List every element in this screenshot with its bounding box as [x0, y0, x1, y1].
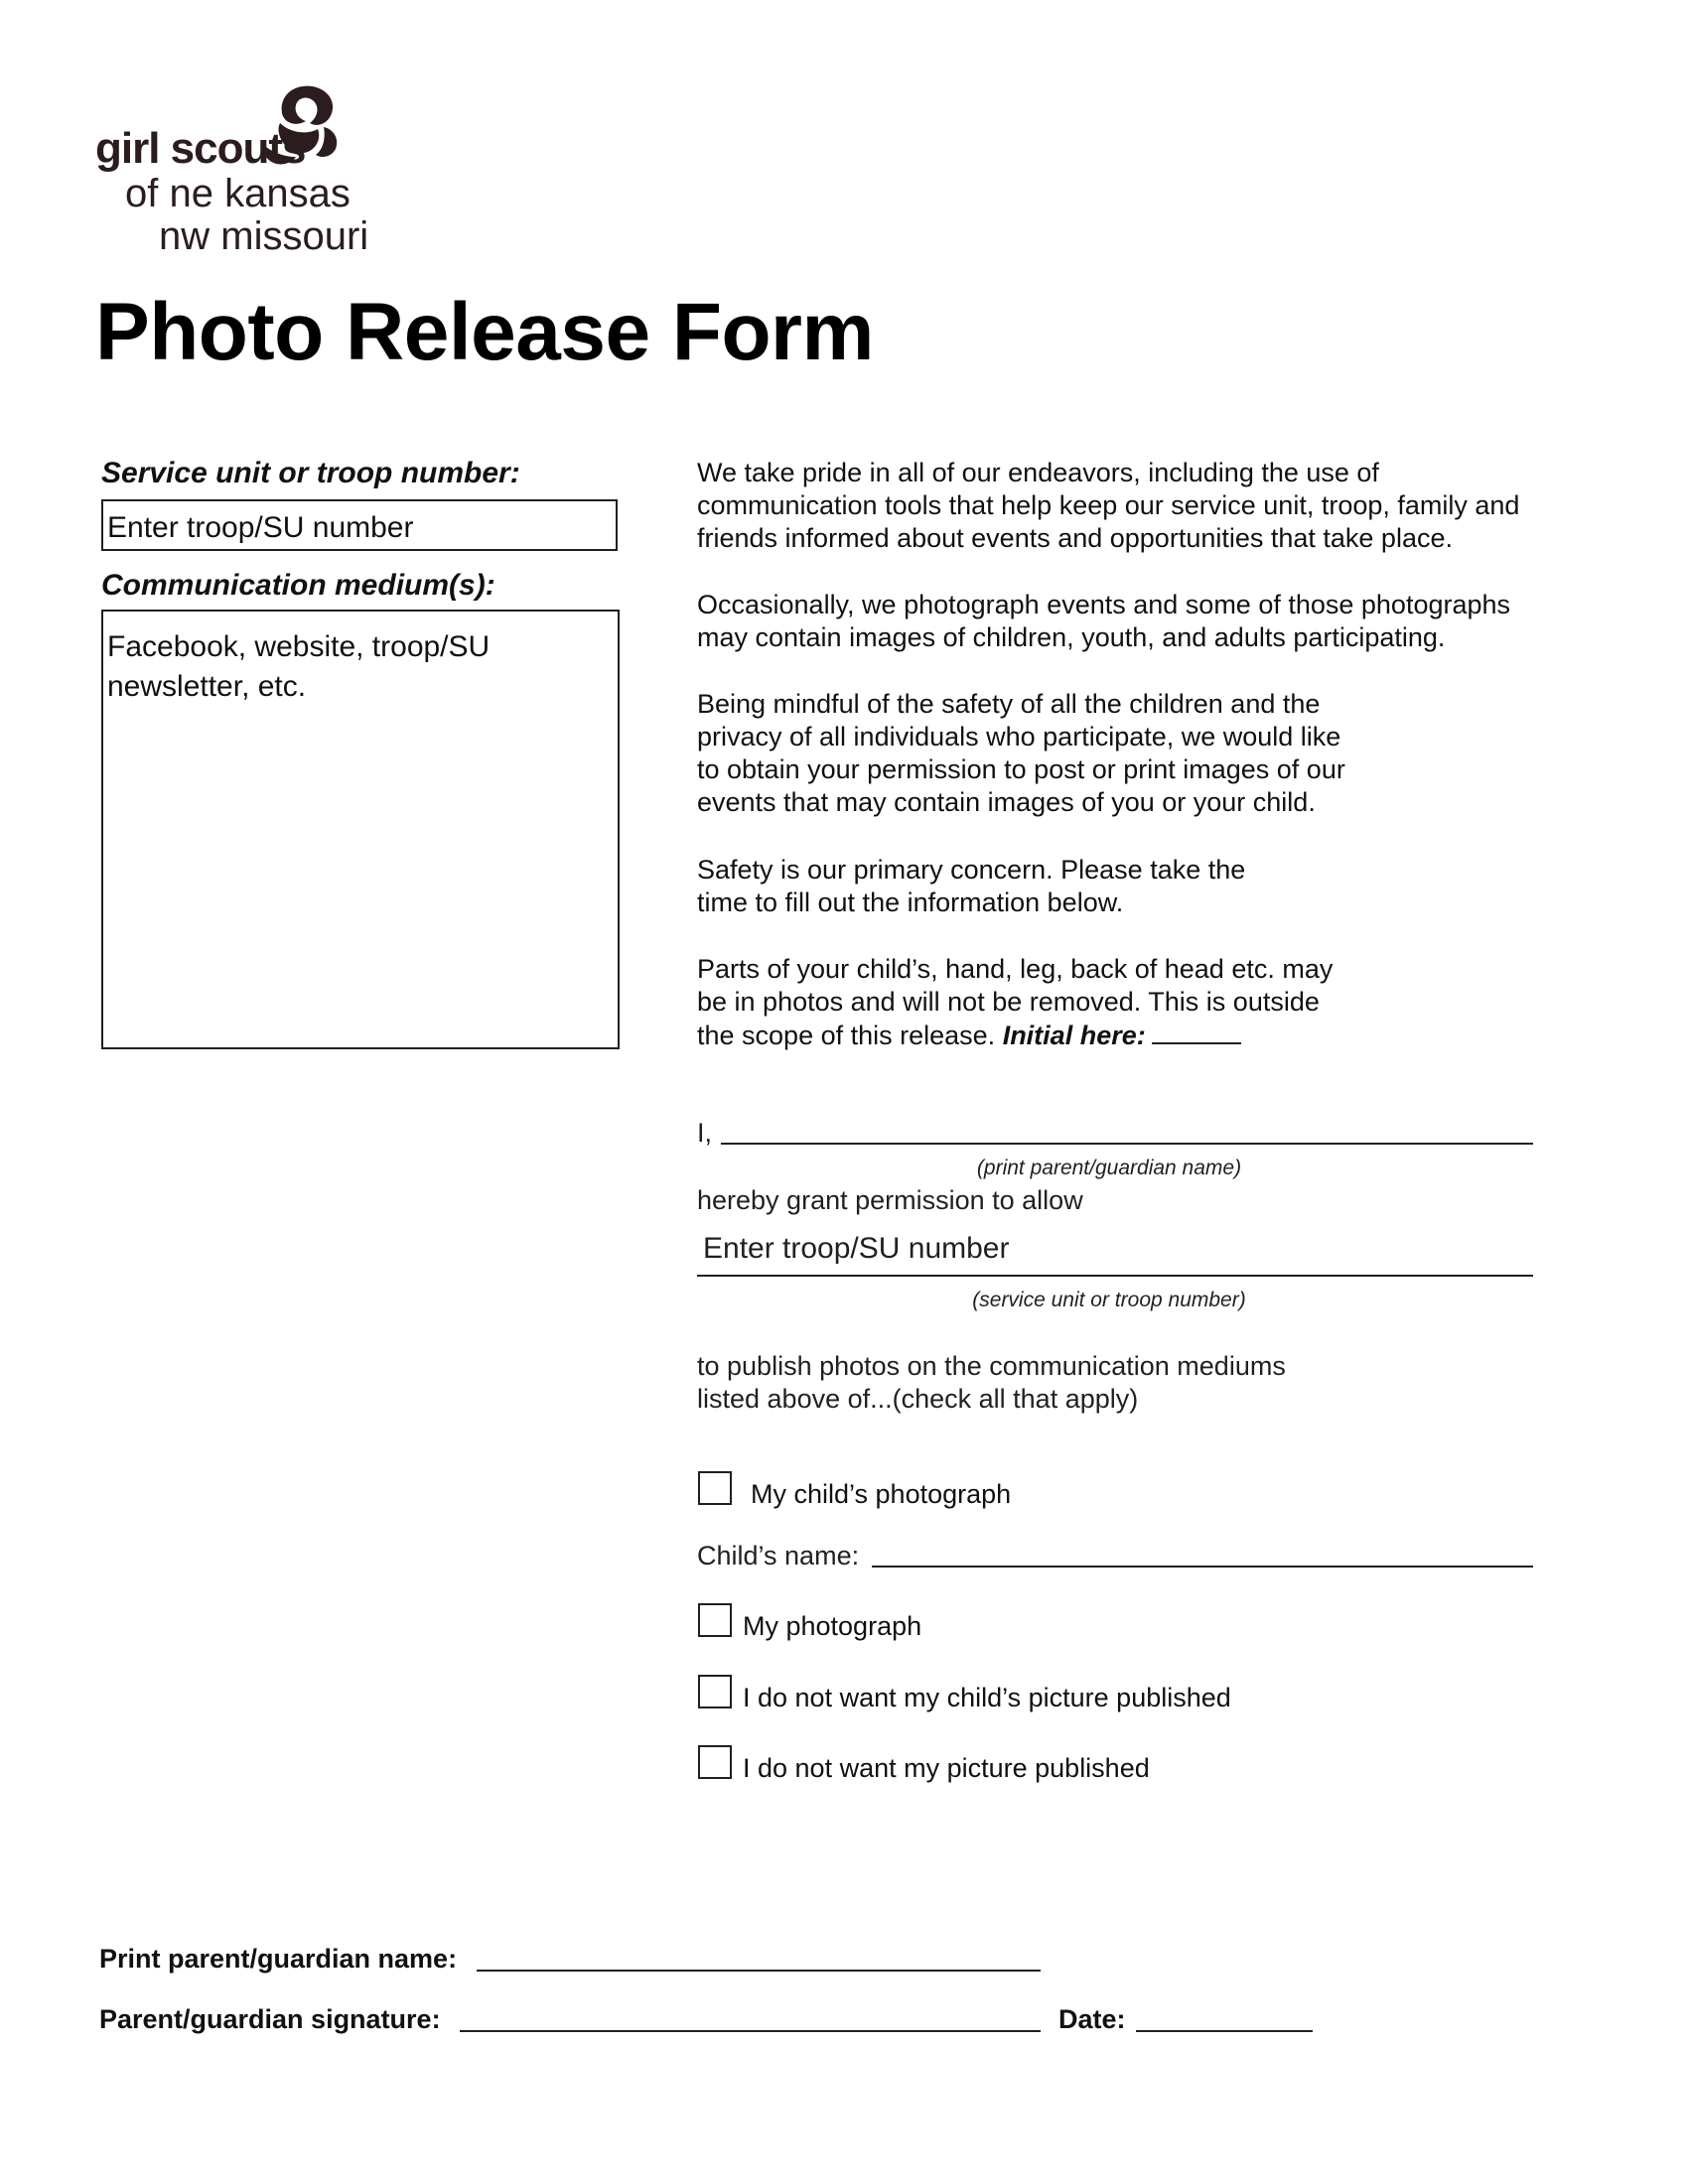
logo-text-council-line1: of ne kansas	[125, 172, 351, 215]
troop-number-label: Service unit or troop number:	[101, 457, 520, 489]
communication-medium-label: Communication medium(s):	[101, 569, 495, 602]
no-my-picture-checkbox[interactable]	[698, 1745, 732, 1779]
child-name-field[interactable]	[872, 1566, 1533, 1568]
child-photograph-label: My child’s photograph	[751, 1479, 1012, 1509]
initial-here-label: Initial here:	[1002, 1021, 1146, 1050]
i-label: I,	[697, 1118, 713, 1148]
safety-mindful-paragraph: Being mindful of the safety of all the children and the privacy of all individuals who participate, we would like to obtain your permission to post or print images of our events that may contain images of you or your child.	[697, 689, 1345, 817]
child-photograph-checkbox[interactable]	[698, 1471, 732, 1505]
my-photograph-label: My photograph	[743, 1611, 922, 1641]
permission-troop-underline	[697, 1275, 1533, 1277]
my-photograph-checkbox[interactable]	[698, 1603, 732, 1637]
signature-label: Parent/guardian signature:	[99, 2004, 441, 2034]
child-name-label: Child’s name:	[697, 1541, 860, 1570]
grant-permission-text: hereby grant permission to allow	[697, 1185, 1083, 1215]
initial-field[interactable]	[1152, 1019, 1241, 1044]
logo-text-girl-scouts: girl scouts	[95, 124, 306, 173]
no-child-picture-checkbox[interactable]	[698, 1675, 732, 1708]
safety-concern-paragraph: Safety is our primary concern. Please take the time to fill out the information below.	[697, 855, 1246, 917]
page-title: Photo Release Form	[95, 287, 874, 377]
photograph-paragraph: Occasionally, we photograph events and some of those photographs may contain images of children, youth, and adults participating.	[697, 590, 1511, 652]
partial-image-paragraph	[697, 953, 1571, 1052]
no-child-picture-label: I do not want my child’s picture published	[743, 1683, 1231, 1712]
permission-troop-field[interactable]: Enter troop/SU number	[703, 1232, 1010, 1265]
no-my-picture-label: I do not want my picture published	[743, 1753, 1150, 1783]
intro-paragraph: We take pride in all of our endeavors, including the use of communication tools that help keep our service unit, troop, family and friends informed about events and opportunities that take place.	[697, 458, 1520, 553]
logo-text-council-line2: nw missouri	[159, 214, 369, 258]
date-label: Date:	[1058, 2004, 1126, 2034]
parent-name-caption: (print parent/guardian name)	[976, 1157, 1242, 1179]
communication-medium-field[interactable]: Facebook, website, troop/SU newsletter, etc.	[101, 610, 620, 1049]
print-name-label: Print parent/guardian name:	[99, 1944, 458, 1974]
print-name-field[interactable]	[477, 1970, 1041, 1972]
troop-number-field[interactable]: Enter troop/SU number	[101, 499, 618, 551]
date-field[interactable]	[1136, 2030, 1313, 2032]
troop-number-caption: (service unit or troop number)	[972, 1289, 1246, 1311]
publish-instructions: to publish photos on the communication mediums listed above of...(check all that apply)	[697, 1351, 1286, 1414]
signature-field[interactable]	[460, 2030, 1041, 2032]
parent-name-line-field[interactable]	[721, 1143, 1533, 1145]
partial-image-text: Parts of your child’s, hand, leg, back of head etc. may be in photos and will not be removed. This is outside the scope of this release.	[697, 954, 1334, 1050]
